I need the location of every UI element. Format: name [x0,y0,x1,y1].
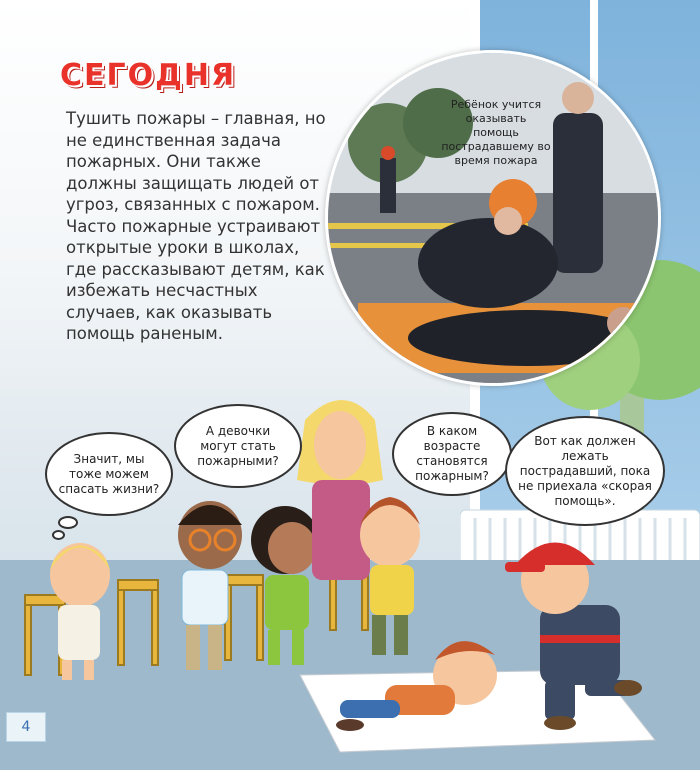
training-photo [325,50,661,386]
body-text: Тушить пожары – главная, но не единственная задача пожарных. Они также должны защищать людей от угроз, связанных с пожаром. Часто пожарные устраивают открытые уроки в школах, где рассказывают детям, как избежать несчастных случаев, как оказывать помощь раненым. [66,109,326,343]
speech-bubble-boy-right: В каком возрасте становятся пожарным? [392,412,512,496]
page-heading: СЕГОДНЯ [60,58,237,93]
speech-bubble-firefighter: Вот как должен лежать пострадавший, пока не приехала «скорая помощь». [505,416,665,526]
page-number: 4 [6,712,46,742]
speech-bubble-girl: Значит, мы тоже можем спасать жизни? [45,432,173,516]
thought-dot [52,530,65,540]
thought-dot [58,516,78,529]
photo-caption: Ребёнок учится оказывать помощь пострадавшему во время пожара [441,98,551,167]
speech-bubble-boy-glasses: А девочки могут стать пожарными? [174,404,302,488]
